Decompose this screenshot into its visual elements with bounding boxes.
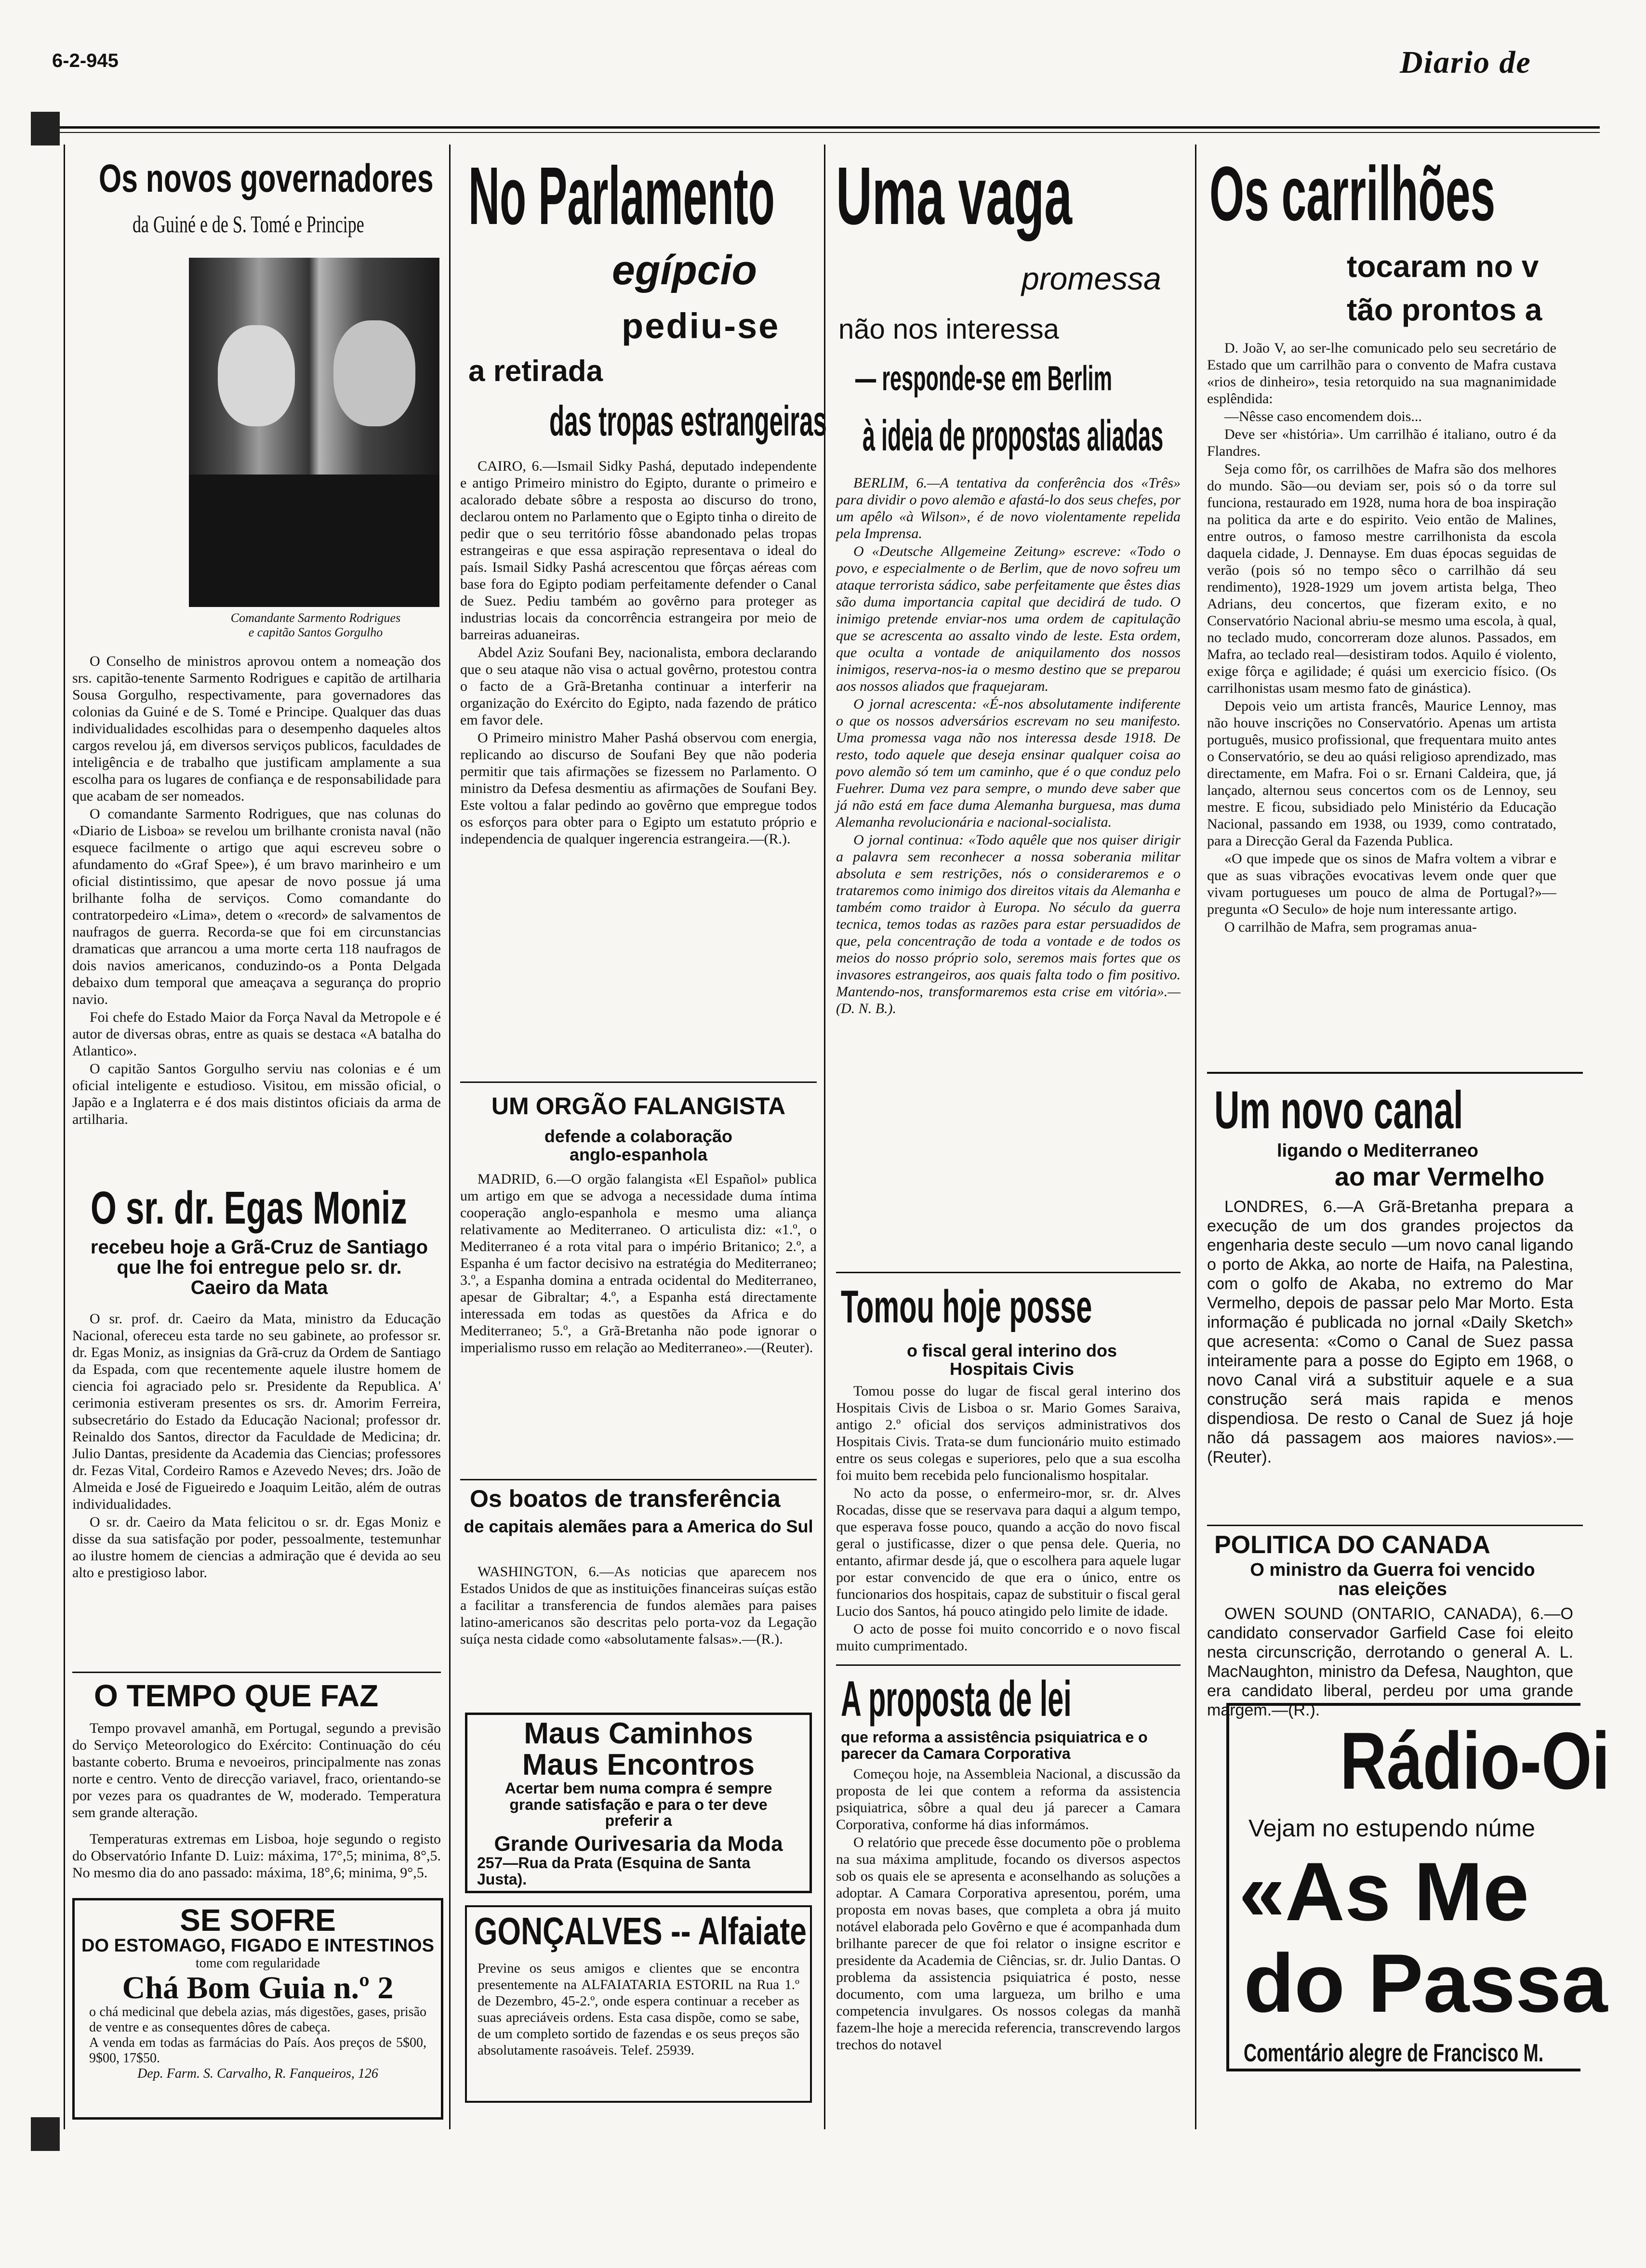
corner-ornament-bottom (31, 2117, 60, 2151)
cha-ad-box (72, 1898, 443, 2120)
canal-title: Um novo canal (1214, 1081, 1463, 1140)
photo-caption-1: Comandante Sarmento Rodrigues (230, 611, 401, 625)
governors-p2: O comandante Sarmento Rodrigues, que nas colunas do «Diario de Lisboa» se revelou um brilhante cronista naval (não esquece facilmente o artigo que aqui escreveu sobre o afundamento do «Graf Spee»), é um bravo marinheiro e um oficial distintissimo, que apesar de novo possue já uma brilhante folha de serviços. Como comandante do contratorpedeiro «Lima», detem o «record» de salvamentos de naufragos de guerra. Recorda-se que foi em circunstancias dramaticas que arrancou a uma morte certa 118 naufragos de dois navios americanos, conduzindo-os a Ponta Delgada debaixo dum temporal que ameaçava a segurança do proprio navio. (72, 806, 441, 1007)
falange-rule (460, 1081, 817, 1083)
corner-ornament (31, 112, 60, 145)
weather-rule (72, 1672, 441, 1673)
portrait-face (333, 320, 415, 426)
lei-p1: Começou hoje, na Assembleia Nacional, a discussão da proposta de lei que contem a reforma da assistencia psiquiatrica, sôbre a qual deu já parecer a Camara Corporativa, conforme há dias informámos. (836, 1766, 1181, 1833)
ourivesaria-ad-line3: Acertar bem numa compra é sempre grande satisfação e para o ter deve preferir a (504, 1780, 772, 1830)
egas-p1: O sr. prof. dr. Caeiro da Mata, ministro da Educação Nacional, ofereceu esta tarde no seu gabinete, ao professor sr. dr. Egas Moniz, as insignias da Grã-cruz da Ordem de Santiago da Espada, com que recentemente aquele ilustre homem de ciencia foi agraciado pelo sr. Presidente da Republica. A' cerimonia estiveram presentes os srs. dr. Amorim Ferreira, subsecretário do Estado da Educação Nacional; professor dr. Reinaldo dos Santos, director da Faculdade de Medicina; dr. Julio Dantas, presidente da Academia das Ciencias; professores dr. Fezas Vital, Cordeiro Ramos e Azevedo Neves; drs. João de Almeida e José de Figueiredo e Joaquim Leitão, além de outras individualidades. (72, 1311, 441, 1512)
carrilhoes-p4: Seja como fôr, os carrilhões de Mafra são dos melhores do mundo. São—ou deviam ser, pois só o da torre sul funciona, restaurado em 1928, numa hora de boa inspiração na politica da arte e do espirito. Veio então de Malines, entre outros, o famoso mestre carrilhonista da escola daquela cidade, J. Dennayse. Em duas épocas seguidas de verão (pois só no tempo sêco o carrilhão dá seu rendimento), 1928-1929 um jovem artista belga, Theo Adrians, deu concertos, que fizeram exito, e no Conservatório Nacional abriu-se mesmo uma escola, à qual, no teclado mudo, concorreram doze alunos. Passados, em Mafra, ao teclado real—desistiram todos. Aquilo é violento, exige fôrça e agilidade; é quási um exercicio físico. (Os carrilhonistas usam mesmo fato de ginástica). (1207, 461, 1556, 696)
vaga-body (836, 475, 1181, 1018)
cha-ad-line3: tome com regularidade (195, 1956, 320, 1971)
vaga-p3: O jornal acrescenta: «É-nos absolutamente indiferente o que os nossos adversários escrevam no seu manifesto. Uma promessa vaga não nos interessa desde 1918. De resto, todo aquele que deseja ensinar qualquer coisa ao povo alemão só tem um caminho, que é o que conduz pelo Fuehrer. Duma vez para sempre, o mundo deve saber que já não está em face duma Alemanha burguesa, mas duma Alemanha revolucionária e nacional-socialista. (836, 696, 1181, 830)
falange-p1: MADRID, 6.—O orgão falangista «El Español» publica um artigo em que se advoga a necessidade duma íntima cooperação anglo-espanhola e mesmo uma aliança relativamente ao Mediterraneo. O articulista diz: «1.º, o Mediterraneo é a rota vital para o império Britanico; 2.º, a Espanha é um factor decisivo na estratégia do Mediterraneo; 3.º, a Espanha domina a entrada ocidental do Mediterraneo, apesar de Gibraltar; 4.º, a Espanha está directamente interessada em todas as questões da Africa e do Mediterraneo; 5.º, a Grã-Bretanha não pode ignorar o imperialismo russo em relação ao Mediterraneo».—(Reuter). (460, 1171, 817, 1356)
weather-p1: Tempo provavel amanhã, em Portugal, segundo a previsão do Serviço Meteorologico do Exército: Continuação do céu bastante coberto. Bruma e nevoeiros, principalmente nas zonas norte e centro. Vento de direcção variavel, fraco, orientando-se por vezes para os quadrantes de W, moderado. Temperatura sem grande alteração. (72, 1720, 441, 1820)
carrilhoes-p2: —Nêsse caso encomendem dois... (1224, 409, 1422, 424)
carrilhoes-h2: tocaram no v (1347, 249, 1539, 284)
vaga-p1: BERLIM, 6.—A tentativa da conferência dos «Três» para dividir o povo alemão e afastá-lo dos seus chefes, por um apêlo «à Wilson», é de novo violentamente repelida pela Imprensa. (836, 475, 1181, 541)
egas-p2: O sr. dr. Caeiro da Mata felicitou o sr. dr. Egas Moniz e disse da sua satisfação por poder, pessoalmente, testemunhar ao ilustre homem de ciencias a admiração que é devida ao seu alto e prestigioso labor. (72, 1514, 441, 1581)
carrilhoes-h3: tão prontos a (1347, 292, 1542, 327)
alfaiate-ad-body: Previne os seus amigos e clientes que se encontra presentemente na ALFAIATARIA ESTORIL na Rua 1.º de Dezembro, 45-2.º, onde espera continuar a receber as suas apreciáveis ordens. Esta casa dispõe, como se sabe, de um completo sortido de fazendas e os seus preços são absolutamente rasoáveis. Telef. 25939. (478, 1961, 799, 2058)
egypt-h1: No Parlamento (468, 150, 775, 242)
posse-rule (836, 1272, 1181, 1273)
lei-title: A proposta de lei (841, 1671, 1072, 1727)
photo-caption-2: e capitão Santos Gorgulho (248, 625, 383, 639)
governors-title: Os novos governadores (99, 157, 434, 200)
radio-ad-line2: Vejam no estupendo núme (1248, 1815, 1535, 1842)
carrilhoes-p5: Depois veio um artista francês, Maurice Lennoy, mas não houve inscrições no Conservatório. Apenas um artista português, musico profissional, que frequentara muito antes o Conservatório, se deu ao quási religioso aprendizado, mas directamente, em Mafra. Foi o sr. Ernani Caldeira, que, já lançado, alternou seus concertos com os de Lennoy, seu mestre. E ficou, subsidiado pelo Ministério da Educação Nacional, passando em 1938, ou 1939, como contratado, para a Direcção Geral da Fazenda Publica. (1207, 698, 1556, 849)
boatos-title: Os boatos de transferência (470, 1485, 781, 1512)
vaga-p2: O «Deutsche Allgemeine Zeitung» escreve: «Todo o povo, e especialmente o de Berlim, que de novo sofreu um ataque terrorista sádico, sabe perfeitamente que êstes dias são duma importancia capital que decidirá de tudo. O inimigo pretende enviar-nos uma ordem de capitulação que se acrescenta ao assalto vindo de leste. Esta ordem, que oculta a vontade de aniquilamento dos nossos inimigos, reserva-nos-ia o mesmo destino que se preparou aos nossos aliados que fraquejaram. (836, 543, 1181, 694)
ourivesaria-ad-box (465, 1713, 812, 1893)
canada-deck: O ministro da Guerra foi vencido nas eleições (1250, 1560, 1535, 1599)
lei-p2: O relatório que precede êsse documento põe o problema na sua máxima amplitude, focando os diversos aspectos sob os quais ele se apresenta e aconselhando as soluções a adoptar. A Camara Corporativa apresentou, porém, uma proposta em novas bases, que completa a obra já muito notável elaborada pelo Govêrno e que é acompanhada dum brilhante parecer de que foi relator o insigne escritor e presidente da Academia de Ciências, sr. dr. Julio Dantas. O problema da assistencia psiquiatrica é posto, nesse documento, com uma largueza, um brilho e uma competencia invulgares. Os nossos colegas da manhã fazem-lhe hoje a merecida referencia, transcrevendo largos trechos do notavel (836, 1834, 1181, 2053)
canal-deck2: ao mar Vermelho (1335, 1162, 1545, 1191)
falange-deck: defende a colaboração anglo-espanhola (544, 1126, 733, 1164)
governors-subtitle: da Guiné e de S. Tomé e Principe (133, 211, 364, 237)
vaga-p4: O jornal continua: «Todo aquêle que nos quiser dirigir a palavra sem reconhecer a nossa soberania militar absoluta e sem restrições, nós o consideraremos e o trataremos como inimigo dos direitos vitais da Alemanha e também como traidor à Europa. No século da guerra tecnica, temos todas as razões para estar persuadidos de que, pela concentração de toda a vontade e de todos os meios do nosso próprio solo, seremos mais fortes que os invasores estrangeiros, aos quais falta todo o fim positivo. Mantendo-nos, transformaremos esta crise em vitória».—(D. N. B.). (836, 832, 1181, 1016)
ourivesaria-ad-line4: Grande Ourivesaria da Moda (494, 1832, 783, 1856)
egas-body (72, 1310, 441, 1582)
egypt-h4: a retirada (468, 355, 603, 388)
egypt-p3: O Primeiro ministro Maher Pashá observou com energia, replicando ao discurso de Soufani Bey que não poderia permitir que tais afirmações se fizessem no Parlamento. O ministro da Defesa desmentiu as afirmações de Soufani Bey. Este voltou a falar pedindo ao govêrno que empregue todos os esforços para obter para o Egipto um estatuto próprio e independencia de qualquer ingerencia estrangeira.—(R.). (460, 730, 817, 847)
alfaiate-ad-box (465, 1905, 812, 2103)
radio-ad-line1: Rádio-Oi (1340, 1715, 1610, 1806)
weather-body (72, 1720, 441, 1882)
canada-title: POLITICA DO CANADA (1214, 1531, 1490, 1559)
masthead-rule (46, 126, 1600, 129)
canal-deck1: ligando o Mediterraneo (1277, 1141, 1479, 1161)
ourivesaria-ad-line2: Maus Encontros (522, 1748, 755, 1782)
column-rule (64, 145, 65, 2129)
posse-deck: o fiscal geral interino dos Hospitais Civis (906, 1341, 1117, 1379)
boatos-deck: de capitais alemães para a America do Sul (464, 1516, 813, 1536)
portrait-face (218, 325, 295, 426)
egas-title: O sr. dr. Egas Moniz (91, 1182, 407, 1234)
boatos-rule (460, 1479, 817, 1480)
canada-rule (1207, 1525, 1583, 1526)
canada-p1: OWEN SOUND (ONTARIO, CANADA), 6.—O candidato conservador Garfield Case foi eleito nesta circunscrição, derrotando o general A. L. MacNaughton, ministro da Defesa, Naughton, que era candidato liberal, perdeu por uma grande margem.—(R.). (1207, 1605, 1573, 1719)
egypt-h5: das tropas estrangeiras (549, 397, 827, 445)
masthead-name: Diario de (1400, 45, 1531, 80)
posse-p1: Tomou posse do lugar de fiscal geral interino dos Hospitais Civis de Lisboa o sr. Mario Gomes Saraiva, antigo 2.º oficial dos serviços administrativos dos Hospitais Civis. Trata-se dum funcionário muito estimado entre os seus colegas e superiores, pelo que a sua escolha foi muito bem recebida pelo funcionalismo hospitalar. (836, 1383, 1181, 1483)
masthead-date: 6-2-945 (52, 50, 119, 71)
lei-body (836, 1766, 1181, 2054)
posse-body (836, 1383, 1181, 1655)
carrilhoes-body (1207, 340, 1556, 936)
portrait-uniform (189, 475, 439, 607)
posse-p3: O acto de posse foi muito concorrido e o novo fiscal muito cumprimentado. (836, 1621, 1181, 1654)
carrilhoes-p6: «O que impede que os sinos de Mafra voltem a vibrar e que as suas vibrações evocativas levem onde quer que vivam portugueses um pouco de alma de Portugal?»—pregunta «O Seculo» de hoje num interessante artigo. (1207, 851, 1556, 917)
boatos-p1: WASHINGTON, 6.—As noticias que aparecem nos Estados Unidos de que as instituições financeiras suíças estão a facilitar a transferencia de fundos alemães para paises latino-americanos são descritas pelo porta-voz da Legação suíça nesta cidade como «absolutamente falsas».—(R.). (460, 1564, 817, 1647)
canal-p1: LONDRES, 6.—A Grã-Bretanha prepara a execução de um dos grandes projectos da engenharia deste seculo —um novo canal ligando o porto de Akka, ao norte de Haifa, na Palestina, com o golfo de Akaba, no extremo do Mar Vermelho, depois de passar pelo Mar Morto. Esta informação é publicada no jornal «Daily Sketch» que acresenta: «Como o Canal de Suez passa inteiramente para a posse do Egipto em 1968, o novo Canal virá a substituir aquele e a sua construção será mais rapida e menos dispendiosa. De resto o Canal de Suez já hoje não dá passagem aos maiores navios».—(Reuter). (1207, 1198, 1573, 1466)
boatos-body (460, 1563, 817, 1648)
governors-p4: O capitão Santos Gorgulho serviu nas colonias e é um oficial inteligente e estudioso. Visitou, em missão oficial, o Japão e a Inglaterra e é dos mais distintos oficiais da arma de artilharia. (72, 1061, 441, 1127)
radio-ad-box (1226, 1703, 1610, 2071)
radio-ad-line3: «As Me (1239, 1846, 1529, 1938)
ourivesaria-ad-line1: Maus Caminhos (524, 1717, 753, 1750)
egas-deck: recebeu hoje a Grã-Cruz de Santiago que lhe foi entregue pelo sr. dr. Caeiro da Mata (90, 1237, 428, 1298)
egypt-h3: pediu-se (622, 306, 780, 346)
carrilhoes-p7: O carrilhão de Mafra, sem programas anua- (1224, 919, 1477, 935)
carrilhoes-h1: Os carrilhões (1209, 150, 1496, 237)
carrilhoes-p3: Deve ser «história». Um carrilhão é italiano, outro é da Flandres. (1207, 426, 1556, 459)
governors-p1: O Conselho de ministros aprovou ontem a nomeação dos srs. capitão-tenente Sarmento Rodrigues e capitão de artilharia Sousa Gorgulho, respectivamente, para governadores das colonias da Guiné e de S. Tomé e Principe. Qualquer das duas individualidades escolhidas para o desempenho daqueles altos cargos revelou já, em diversos serviços publicos, faculdades de inteligência e de trabalho que justificam amplamente a sua escolha para os lugares de confiança e de responsabilidade para que acabam de ser nomeados. (72, 653, 441, 804)
lei-deck: que reforma a assistência psiquiatrica e o parecer da Camara Corporativa (841, 1728, 1148, 1762)
cha-ad-line2: DO ESTOMAGO, FIGADO E INTESTINOS (81, 1936, 434, 1956)
weather-p2: Temperaturas extremas em Lisboa, hoje segundo o registo do Observatório Infante D. Luiz: máxima, 17°,5; minima, 8°,5. No mesmo dia do ano passado: máxima, 18°,6; minima, 9°,5. (72, 1831, 441, 1881)
falange-body (460, 1171, 817, 1357)
weather-title: O TEMPO QUE FAZ (94, 1678, 379, 1713)
vaga-h4: — responde-se em Berlim (855, 359, 1112, 398)
governors-p3: Foi chefe do Estado Maior da Força Naval da Metropole e é autor de diversas obras, entre as quais se destaca «A batalha do Atlantico». (72, 1009, 441, 1059)
cha-ad-line7: Dep. Farm. S. Carvalho, R. Fanqueiros, 126 (137, 2066, 378, 2082)
cha-ad-line6: A venda em todas as farmácias do País. Aos preços de 5$00, 9$00, 17$50. (89, 2035, 426, 2066)
governors-body (72, 653, 441, 1129)
alfaiate-ad-title: GONÇALVES -- Alfaiate (474, 1910, 807, 1952)
egypt-h2: egípcio (612, 247, 757, 293)
vaga-h5: à ideia de propostas aliadas (863, 412, 1164, 460)
radio-ad-line4: do Passa (1244, 1937, 1608, 2030)
egypt-p1: CAIRO, 6.—Ismail Sidky Pashá, deputado independente e antigo Primeiro ministro do Egipto, durante o primeiro e acalorado debate sôbre a resposta ao discurso do trono, declarou ontem no Parlamento que o Egipto tinha o direito de pedir que o seu território fôsse abandonado pelas tropas estrangeiras e que essa aspiração representava o ideal do país. Ismail Sidky Pashá acrescentou que fôrças aéreas com base fora do Egipto podiam perfeitamente defender o Canal de Suez. Pediu também ao govêrno para proteger as industrias locais da concorrência estrangeira por meio de barreiras aduaneiras. (460, 458, 817, 643)
egypt-p2: Abdel Aziz Soufani Bey, nacionalista, embora declarando que o seu ataque não visa o actual govêrno, protestou contra o facto de a Grã-Bretanha continuar a interferir na organização do Exército do Egipto, nada fazendo de prático em favor dele. (460, 645, 817, 728)
vaga-h2: promessa (1022, 261, 1161, 296)
column-rule (449, 145, 451, 2129)
vaga-h3: não nos interessa (838, 314, 1059, 345)
ourivesaria-ad-line5: 257—Rua da Prata (Esquina de Santa Justa). (477, 1854, 751, 1888)
cha-ad-line5: o chá medicinal que debela azias, más digestões, gases, prisão de ventre e as consequentes dôres de cabeça. (89, 2004, 426, 2035)
governors-photo (189, 258, 439, 607)
canal-body (1207, 1197, 1573, 1468)
radio-ad-line5: Comentário alegre de Francisco M. (1244, 2039, 1544, 2067)
cha-ad-line1: SE SOFRE (180, 1903, 336, 1938)
cha-ad-line4: Chá Bom Guia n.º 2 (122, 1970, 394, 2006)
posse-title: Tomou hoje posse (841, 1281, 1092, 1332)
column-rule (1195, 145, 1196, 2129)
carrilhoes-p1: D. João V, ao ser-lhe comunicado pelo seu secretário de Estado que um carrilhão para o convento de Mafra custava «rios de dinheiro», tesia retorquido na sua magnanimidade esplêndida: (1207, 340, 1556, 407)
vaga-h1: Uma vaga (836, 150, 1072, 242)
canal-rule (1207, 1072, 1583, 1074)
masthead-rule-thin (46, 132, 1600, 133)
egypt-body (460, 458, 817, 848)
falange-title: UM ORGÃO FALANGISTA (491, 1093, 786, 1120)
posse-p2: No acto da posse, o enfermeiro-mor, sr. dr. Alves Rocadas, disse que se reservava para daqui a algum tempo, que esperava fosse pouco, quando a acção do novo fiscal geral o justificasse, dizer o que pensa dele. Queria, no entanto, afirmar desde já, que o escolhera para aquele lugar por estar convencido de que era o único, entre os funcionarios dos hospitais, capaz de substituir o fiscal geral Lucio dos Santos, há pouco atingido pelo limite de idade. (836, 1485, 1181, 1619)
lei-rule (836, 1664, 1181, 1666)
